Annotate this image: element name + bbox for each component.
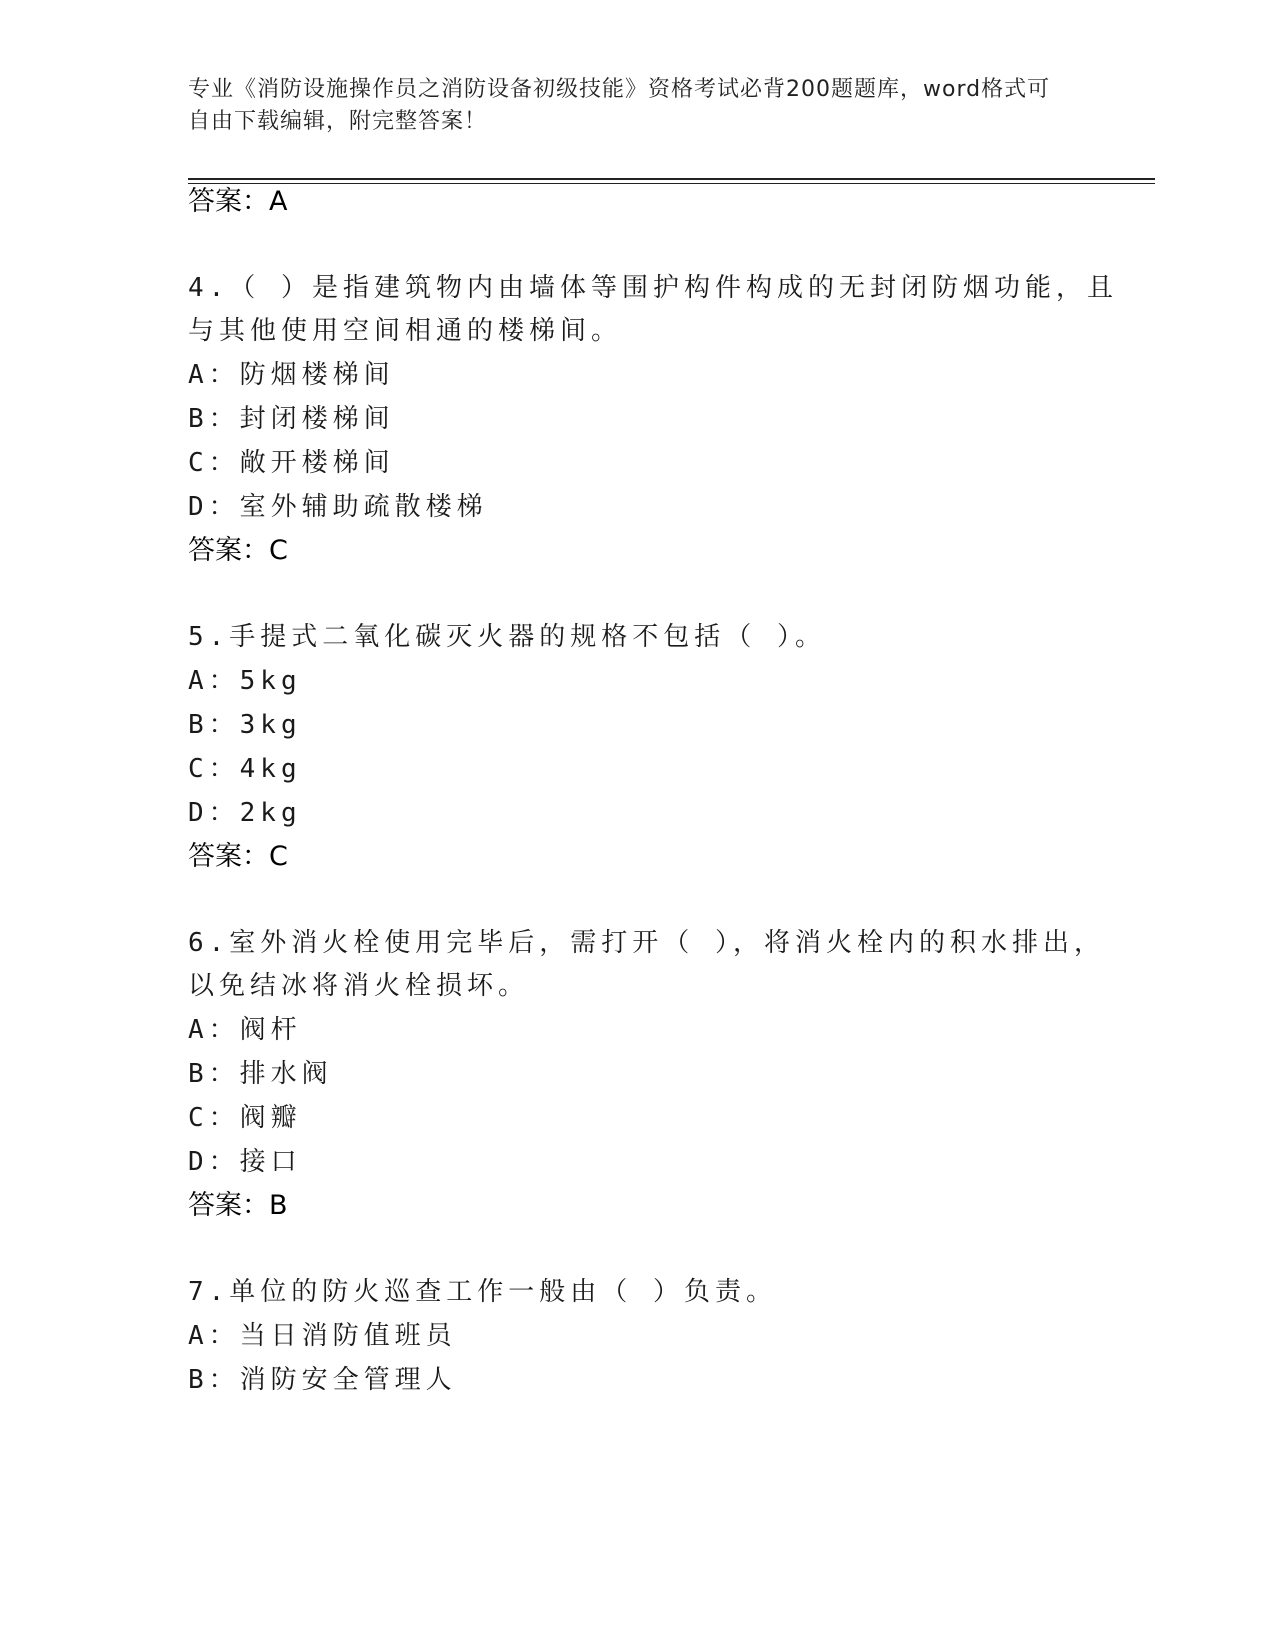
- question-5-option-d: D：2kg: [188, 798, 302, 828]
- question-7-stem-line-1: 7.单位的防火巡查工作一般由（ ）负责。: [188, 1277, 777, 1307]
- question-4-option-b: B：封闭楼梯间: [188, 404, 395, 434]
- question-7-option-a: A：当日消防值班员: [188, 1321, 457, 1351]
- question-7-option-b: B：消防安全管理人: [188, 1365, 457, 1395]
- question-4-option-a: A：防烟楼梯间: [188, 360, 395, 390]
- question-4-option-d: D：室外辅助疏散楼梯: [188, 492, 488, 522]
- question-6-option-b: B：排水阀: [188, 1059, 333, 1089]
- header-divider: [188, 178, 1155, 184]
- question-5-option-a: A：5kg: [188, 666, 302, 696]
- question-6-option-c: C：阀瓣: [188, 1103, 302, 1133]
- answer-previous: 答案：A: [188, 186, 288, 217]
- question-4-option-c: C：敞开楼梯间: [188, 448, 395, 478]
- question-6-answer: 答案：B: [188, 1190, 288, 1221]
- question-4-stem-line-2: 与其他使用空间相通的楼梯间。: [188, 316, 623, 346]
- page-header: 专业《消防设施操作员之消防设备初级技能》资格考试必背200题题库，word格式可自由下载编辑，附完整答案！: [188, 77, 1051, 134]
- question-5-answer: 答案：C: [188, 841, 288, 872]
- question-6-option-d: D：接口: [188, 1147, 302, 1177]
- question-6-stem-line-1: 6.室外消火栓使用完毕后，需打开（ ），将消火栓内的积水排出，: [188, 928, 1105, 958]
- question-6-stem-line-2: 以免结冰将消火栓损坏。: [188, 971, 530, 1001]
- question-4-answer: 答案：C: [188, 535, 288, 566]
- question-5-option-b: B：3kg: [188, 710, 302, 740]
- question-5-option-c: C：4kg: [188, 754, 302, 784]
- question-6-option-a: A：阀杆: [188, 1015, 302, 1045]
- question-5-stem-line-1: 5.手提式二氧化碳灭火器的规格不包括（ ）。: [188, 622, 826, 652]
- question-4-stem-line-1: 4.（ ）是指建筑物内由墙体等围护构件构成的无封闭防烟功能，且: [188, 273, 1118, 303]
